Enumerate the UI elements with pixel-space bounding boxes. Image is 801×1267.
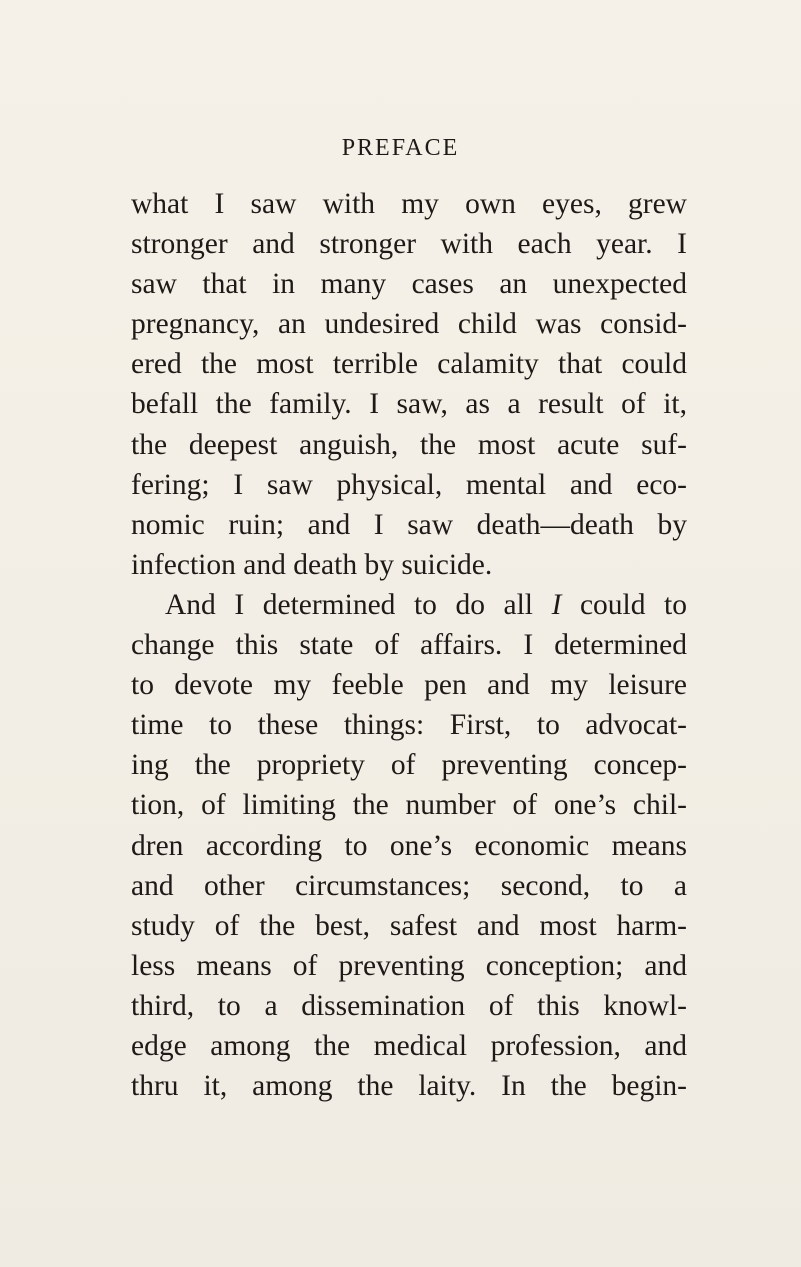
text-line: study of the best, safest and most harm-: [131, 909, 687, 942]
text-line: ered the most terrible calamity that could: [131, 348, 687, 381]
text-segment: could to: [561, 588, 687, 621]
text-line: saw that in many cases an unexpected: [131, 268, 687, 301]
text-line: what I saw with my own eyes, grew: [131, 188, 687, 220]
text-line-paragraph-start: [131, 585, 687, 625]
text-line: thru it, among the laity. In the begin-: [131, 1070, 687, 1103]
text-line: stronger and stronger with each year. I: [131, 228, 687, 261]
text-line: time to these things: First, to advocat-: [131, 709, 687, 742]
text-line: pregnancy, an undesired child was consid-: [131, 308, 687, 341]
text-line: less means of preventing conception; and: [131, 949, 687, 982]
italic-pronoun: I: [551, 588, 562, 621]
text-segment: And I determined to do all: [165, 588, 552, 621]
text-line: to devote my feeble pen and my leisure: [131, 669, 687, 702]
text-line: edge among the medical profession, and: [131, 1029, 687, 1062]
text-line: the deepest anguish, the most acute suf-: [131, 428, 687, 461]
text-line: befall the family. I saw, as a result of it,: [131, 388, 687, 421]
text-line: and other circumstances; second, to a: [131, 869, 687, 902]
text-line: dren according to one’s economic means: [131, 829, 687, 862]
text-line: nomic ruin; and I saw death—death by: [131, 508, 687, 541]
text-line: ing the propriety of preventing concep-: [131, 749, 687, 782]
running-head: PREFACE: [341, 135, 460, 161]
body-text: [131, 184, 687, 1106]
text-line: fering; I saw physical, mental and eco-: [131, 468, 687, 501]
text-line: infection and death by suicide.: [131, 548, 493, 581]
text-line: tion, of limiting the number of one’s chil-: [131, 789, 687, 822]
text-line: change this state of affairs. I determined: [131, 629, 687, 662]
text-line: third, to a dissemination of this knowl-: [131, 989, 687, 1022]
